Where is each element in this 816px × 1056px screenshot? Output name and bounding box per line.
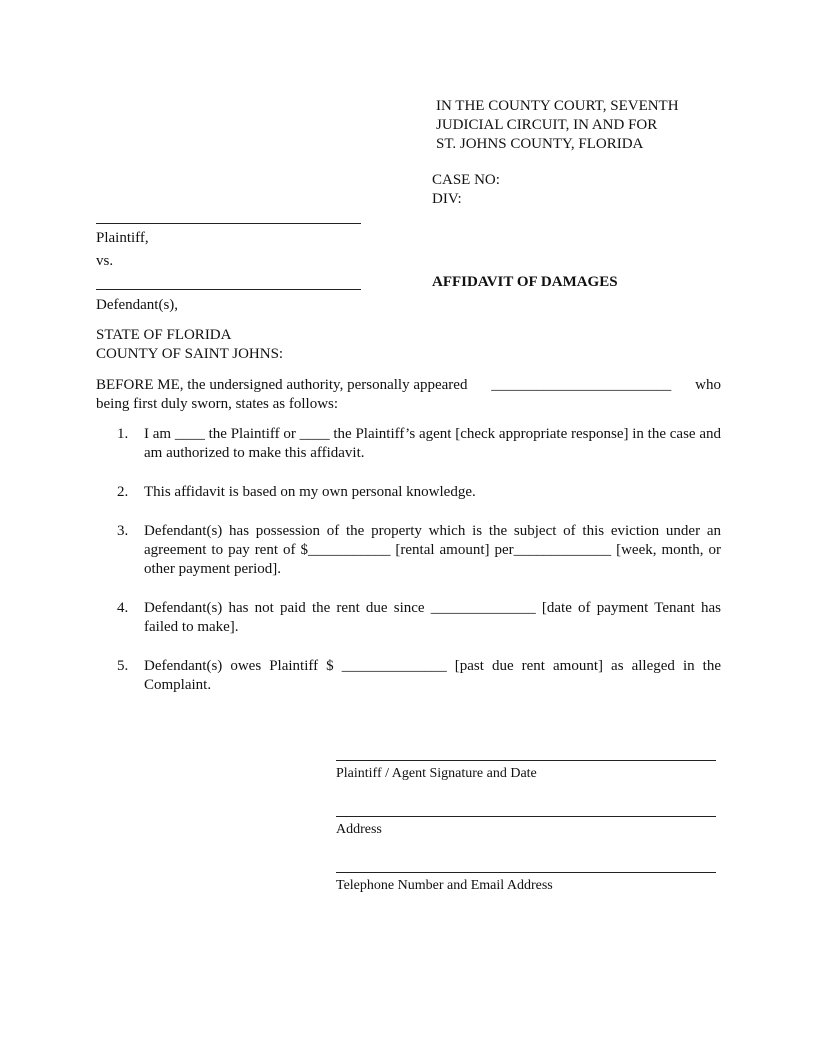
signature-label: Plaintiff / Agent Signature and Date	[336, 766, 537, 781]
signature-line[interactable]	[336, 760, 716, 761]
statement-number: 2.	[117, 484, 129, 500]
statement-item	[96, 425, 721, 463]
intro-text-start: BEFORE ME, the undersigned authority, personally appeared	[96, 377, 468, 393]
intro-text-end: who	[695, 377, 721, 393]
court-line-3: ST. JOHNS COUNTY, FLORIDA	[436, 136, 644, 152]
statement-number: 3.	[117, 523, 129, 539]
statement-number: 5.	[117, 658, 129, 674]
intro-line-1	[96, 376, 721, 395]
versus-label: vs.	[96, 253, 114, 269]
case-info	[432, 171, 500, 209]
statement-text: Defendant(s) owes Plaintiff $ ______________ [past due rent amount] as alleged in the Complaint.	[144, 658, 721, 693]
contact-label: Telephone Number and Email Address	[336, 878, 553, 893]
intro-paragraph	[96, 376, 721, 414]
affiant-name-blank[interactable]: ________________________	[491, 377, 672, 393]
court-line-2: JUDICIAL CIRCUIT, IN AND FOR	[436, 117, 658, 133]
court-header	[436, 97, 756, 154]
statement-text: I am ____ the Plaintiff or ____ the Plaintiff’s agent [check appropriate response] in the case and am authorized to make this affidavit.	[144, 426, 721, 461]
statement-text: This affidavit is based on my own personal knowledge.	[144, 484, 476, 500]
division-label: DIV:	[432, 191, 462, 207]
court-line-1: IN THE COUNTY COURT, SEVENTH	[436, 98, 679, 114]
venue-county: COUNTY OF SAINT JOHNS:	[96, 346, 284, 362]
statement-number: 1.	[117, 426, 129, 442]
address-line[interactable]	[336, 816, 716, 817]
venue-state: STATE OF FLORIDA	[96, 327, 232, 343]
statement-item	[96, 483, 721, 502]
statement-text: Defendant(s) has possession of the property which is the subject of this eviction under an agreement to pay rent of $___________ [rental amount] per_____________ [week, month, or other payment period].	[144, 523, 721, 577]
venue-block	[96, 326, 283, 364]
statement-item	[96, 599, 721, 637]
case-number-label: CASE NO:	[432, 172, 500, 188]
address-label: Address	[336, 822, 382, 837]
statement-text: Defendant(s) has not paid the rent due since ______________ [date of payment Tenant has failed to make].	[144, 600, 721, 635]
plaintiff-label: Plaintiff,	[96, 230, 149, 246]
defendant-name-line[interactable]	[96, 289, 361, 290]
document-title: AFFIDAVIT OF DAMAGES	[432, 274, 618, 290]
statement-item	[96, 522, 721, 579]
defendant-label: Defendant(s),	[96, 297, 179, 313]
plaintiff-name-line[interactable]	[96, 223, 361, 224]
intro-line-2: being first duly sworn, states as follows:	[96, 396, 339, 412]
affidavit-statements	[96, 425, 721, 715]
statement-number: 4.	[117, 600, 129, 616]
contact-line[interactable]	[336, 872, 716, 873]
statement-item	[96, 657, 721, 695]
